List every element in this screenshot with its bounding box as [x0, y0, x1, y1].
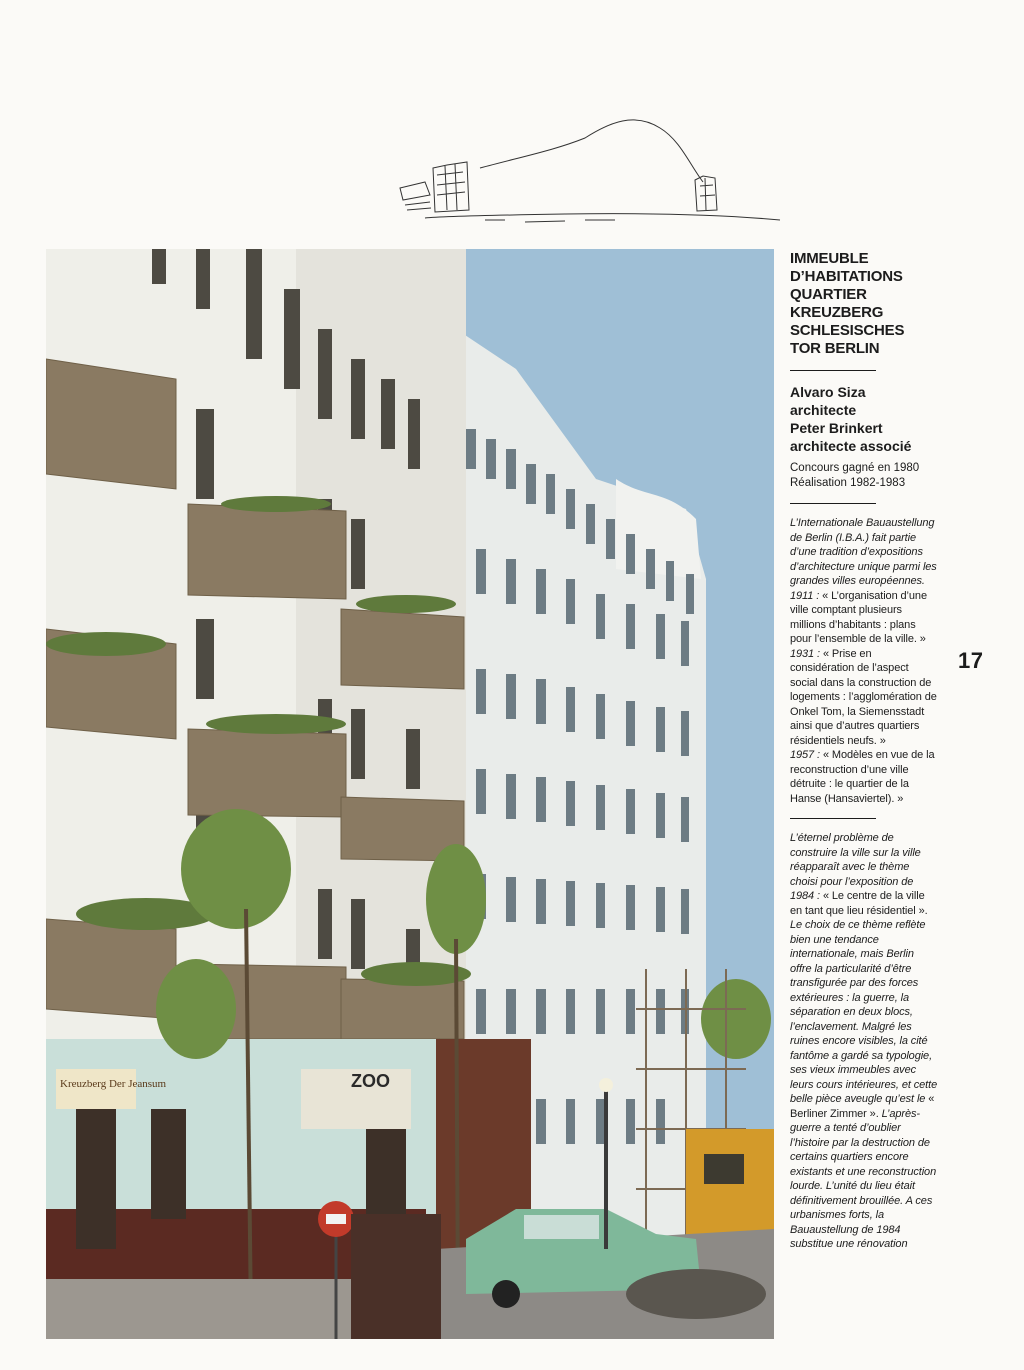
intro-paragraph — [790, 516, 938, 806]
realisation-date: Réalisation 1982-1983 — [790, 477, 906, 489]
year-1911: 1911 : — [790, 589, 820, 602]
body-part-1: L’éternel problème de construire la ville sur la ville réapparaît avec le thème choisi pour l’exposition de 1984 : — [790, 832, 921, 902]
competition-date: Concours gagné en 1980 — [790, 462, 920, 474]
divider — [790, 818, 876, 819]
divider — [790, 503, 876, 504]
article-title: IMMEUBLE D’HABITATIONS QUARTIER KREUZBERG SCHLESISCHES TOR BERLIN — [790, 250, 905, 357]
quote-1931: « Prise en considération de l’aspect social dans la construction de logements : l’agglomération de Onkel Tom, la Siemensstadt ainsi que d’autres quartiers résidentiels neufs. » — [790, 647, 937, 747]
body-quote-2: « Berliner Zimmer ». — [790, 1093, 935, 1120]
shop-sign-text: Kreuzberg Der Jeansum — [60, 1078, 167, 1090]
quote-1911: « L’organisation d’une ville comptant plusieurs millions d’habitants : plans pour l’ensemble de la ville. » — [790, 589, 927, 645]
body-part-3: L’après-guerre a tenté d’oublier l’histoire par la destruction de certains quartiers encore existants et une reconstruction lourde. L’unité du lieu était définitivement brouillée. A ces urbanismes forts, la Bauaustellung de 1984 substitue une rénovation — [790, 1107, 937, 1250]
associate-name: Peter Brinkert — [790, 420, 883, 436]
quote-1957: « Modèles en vue de la reconstruction d’une ville détruite : le quartier de la Hanse (Hansaviertel). » — [790, 749, 935, 805]
year-1931: 1931 : — [790, 647, 820, 660]
building-sketch — [385, 110, 785, 228]
architect-role: architecte — [790, 402, 857, 418]
body-quote-1: « Le centre de la ville en tant que lieu résidentiel ». — [790, 890, 928, 917]
associate-role: architecte associé — [790, 438, 912, 454]
zoo-sign-text: ZOO — [351, 1071, 390, 1091]
page-number: 17 — [958, 648, 984, 673]
body-part-2: Le choix de ce thème reflète bien une tendance internationale, mais Berlin offre la particularité d’être transfigurée par des forces extérieures : la guerre, la séparation en deux blocs, l’enclavement. Malgré les ruines encore visibles, la cité fantôme a gardé sa typologie, ses vieux immeubles avec leurs cours intérieures, et cette belle pièce aveugle qu’est le — [790, 919, 938, 1105]
intro-lead: L’Internationale Bauaustellung de Berlin (I.B.A.) fait partie d’une tradition d’expositions d’architecture unique parmi les grandes villes européennes. — [790, 517, 937, 587]
architect-name: Alvaro Siza — [790, 384, 866, 400]
divider — [790, 370, 876, 371]
year-1957: 1957 : — [790, 749, 820, 761]
building-photo — [46, 249, 774, 1339]
text-column — [790, 250, 938, 1252]
body-paragraph — [790, 831, 938, 1252]
